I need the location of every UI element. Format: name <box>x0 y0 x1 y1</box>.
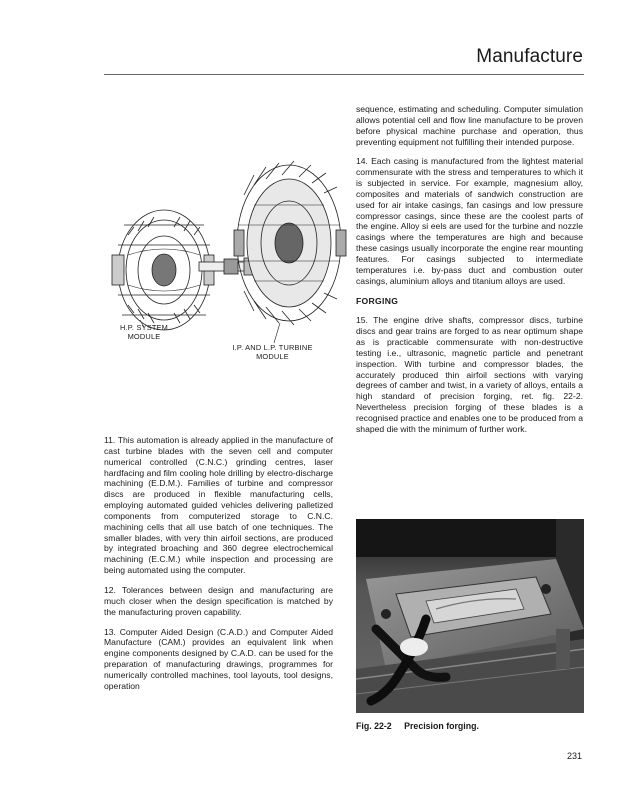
figure-caption <box>356 721 479 731</box>
paragraph-12: 12. Tolerances between design and manufacturing are much closer when the design specification is matched by the manufacturing proven capability. <box>104 584 333 617</box>
paragraph-14: 14. Each casing is manufactured from the lightest material commensurate with the stress and temperatures to which it is subjected in service. For example, magnesium alloy, composites and materials of sandwich construction are used for air intake casings, fan casings and low pressure compressor casings, since these are the coolest parts of the engine. Alloy si eels are used for the turbine and nozzle casings where the temperatures are high and because these casings usually incorporate the engine rear mounting features. For casings subjected to intermediate temperatures i.e. by-pass duct and combustion outer casings, aluminium alloys and titanium alloys are used. <box>356 156 583 286</box>
right-text-column <box>356 104 583 444</box>
hp-label-line-1: H.P. SYSTEM <box>119 323 169 332</box>
ip-lp-turbine-module-illustration <box>234 161 346 325</box>
hp-system-module-label <box>105 323 183 341</box>
ip-leader-line <box>274 323 280 343</box>
section-heading-forging: FORGING <box>356 295 399 306</box>
hp-label-line-2: MODULE <box>127 332 161 341</box>
page-number: 231 <box>566 751 582 761</box>
header-rule <box>104 74 584 75</box>
paragraph-15: 15. The engine drive shafts, compressor discs, turbine discs and gear trains are forged to as near optimum shape as is practicable commensurate with non-destructive testing i.e., ultrasonic, magnetic particle and penetrant inspection. With turbine and compressor blades, the accurately produced thin airfoil sections with varying degrees of camber and twist, in a variety of alloys, entails a high standard of precision forging, ret. fig. 22-2. Nevertheless precision forging of these blades is a recognised practice and enables one to be produced from a shaped die with the minimum of further work. <box>356 315 583 434</box>
precision-forging-photo <box>356 519 584 713</box>
left-text-column <box>104 435 333 701</box>
paragraph-continued: sequence, estimating and scheduling. Computer simulation allows potential cell and flow line manufacture to be proven before physical machine purchase and operation, thus preventing equipment not fulfilling their intended purpose. <box>356 104 583 147</box>
figure-number: Fig. 22-2 <box>356 721 392 731</box>
figure-caption-text: Precision forging. <box>404 721 479 731</box>
ip-lp-turbine-module-label <box>220 343 325 361</box>
page-title: Manufacture <box>476 46 583 67</box>
paragraph-11: 11. This automation is already applied in the manufacture of cast turbine blades with the seven cell and computer numerical controlled (C.N.C.) grinding centres, laser hardfacing and film cooling hole drilling by electro-discharge machining (E.D.M.). Families of turbine and compressor discs are produced in flexible manufacturing cells, employing automated guided vehicles delivering palletized components from computerized storage to C.N.C. machining cells that all use batch of one techniques. The smaller blades, with very thin airfoil sections, are produced by integrated broaching and 360 degree electrochemical machining (E.C.M.) while inspection and processing are being automated using the computer. <box>104 435 333 576</box>
ip-label-line-2: MODULE <box>256 352 289 361</box>
paragraph-13: 13. Computer Aided Design (C.A.D.) and Computer Aided Manufacture (CAM.) provides an equivalent link when engine components designed by C.A.D. can be used for the preparation of manufacturing drawings, programmes for numerically controlled machines, tool layouts, tool designs, operation <box>104 626 333 691</box>
ip-label-line-1: I.P. AND L.P. TURBINE <box>232 343 313 352</box>
